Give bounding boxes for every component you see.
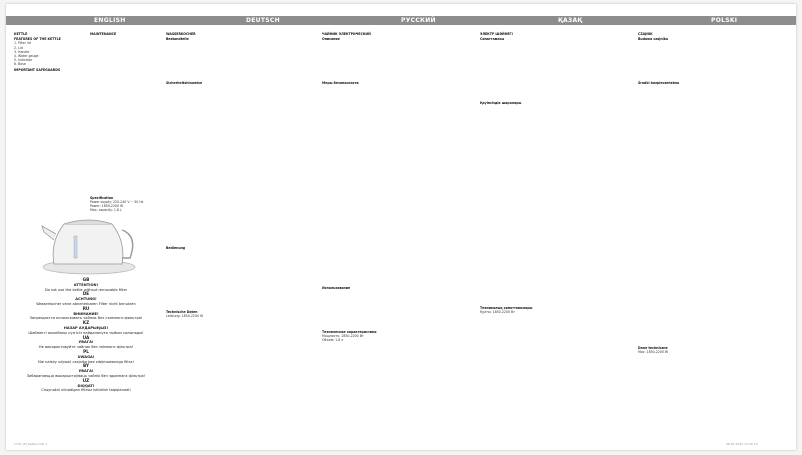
russian-use-heading: Использование: [322, 285, 351, 290]
deutsch-safety-heading: Sicherheitshinweise: [166, 81, 203, 86]
deutsch-title: WASSERKOCHER: [166, 31, 196, 36]
kazakh-title: ЭЛЕКТР ШӘЙНЕГІ: [480, 31, 513, 36]
kettle-body-shape: [53, 224, 123, 264]
feature-item: 4. Water gauge: [14, 54, 39, 59]
english-spec-heading: Specification: [90, 195, 114, 200]
english-title: KETTLE: [14, 31, 28, 36]
kettle-handle-shape: [122, 230, 133, 258]
language-header-bar: [6, 16, 796, 25]
header-english: ENGLISH: [94, 17, 126, 24]
polski-column: [638, 30, 788, 354]
russian-features-heading: Описание: [322, 37, 340, 42]
polski-spec-heading: Dane techniczne: [638, 345, 668, 350]
header-russian: РУССКИЙ: [401, 17, 436, 24]
kettle-spout-shape: [42, 226, 56, 240]
kettle-water-gauge-shape: [74, 236, 77, 258]
english-maintenance-heading: MAINTENANCE: [90, 31, 117, 36]
feature-item: 5. Indicator: [14, 58, 33, 63]
feature-item: 2. Lid: [14, 45, 23, 50]
warning-by: BY УВАГА! Забараняецца выкарыстоўваць чайнік без здымнага фільтра!: [26, 363, 146, 378]
warning-ua: UA УВАГА! Не використовуйте чайник без знімного фільтра!: [38, 334, 134, 350]
warning-kz: KZ НАЗАР АУДАРЫҢЫЗ! Шайнекті алынбалы сүзгісіз пайдалануға тыйым салынады!: [28, 320, 144, 335]
russian-safety-heading: Меры безопасности: [322, 81, 359, 86]
kazakh-spec-power: Қуаты: 1850-2200 Вт: [480, 309, 515, 314]
warning-uz: UZ DIQQAT! Choynakni olinadigan filtrsiz ishlatish taqiqlanadi!: [41, 377, 131, 393]
kazakh-column: [480, 30, 630, 314]
footer-file-name: 1797_IM_Kettle.indd 1: [14, 442, 48, 446]
header-deutsch: DEUTSCH: [246, 17, 280, 24]
polski-spec-power: Moc: 1850-2200 W: [638, 349, 669, 354]
english-column-1: [14, 30, 86, 72]
warning-de: DE ACHTUNG! Wasserkocher ohne abnehmbaren Filter nicht benutzen: [36, 291, 136, 306]
deutsch-use-heading: Bedienung: [166, 245, 186, 250]
kettle-illustration: [34, 212, 144, 276]
feature-item: 3. Handle: [14, 49, 30, 54]
deutsch-features-heading: Bestandteile: [166, 37, 189, 42]
russian-spec-power: Мощность: 1850-2200 Вт: [322, 334, 364, 339]
polski-features-heading: Budowa czajnika: [638, 37, 668, 42]
feature-item: 6. Base: [14, 62, 26, 67]
deutsch-spec-power: Leistung: 1850-2200 W: [166, 314, 204, 319]
spec-power-supply: Power supply: 220-240 V ~ 50 Hz: [90, 199, 144, 204]
russian-spec-heading: Технические характеристики: [322, 329, 377, 334]
header-kazakh: ҚАЗАҚ: [558, 17, 583, 24]
warning-ru: RU ВНИМАНИЕ! Запрещается использовать чайник без съемного фильтра!: [29, 305, 143, 321]
spec-capacity: Max. capacity: 1.8 L: [90, 208, 122, 213]
polski-safety-heading: Środki bezpieczeństwa: [638, 81, 680, 86]
deutsch-column: [166, 30, 316, 318]
kazakh-safety-heading: Қауіпсіздік шаралары: [480, 101, 522, 106]
header-polski: POLSKI: [711, 17, 738, 24]
feature-item: 1. Filter lid: [14, 41, 31, 46]
kazakh-spec-heading: Техникалық сипаттамалары: [480, 305, 533, 310]
spec-power: Power: 1850-2200 W: [90, 204, 124, 209]
russian-column: [322, 30, 472, 342]
kazakh-features-heading: Сипаттамасы: [480, 37, 505, 42]
english-safety-heading: IMPORTANT SAFEGUARDS: [14, 68, 61, 73]
footer-timestamp: 06.07.2015 13:45:10: [726, 442, 758, 446]
deutsch-spec-heading: Technische Daten: [166, 309, 198, 314]
warning-block: [16, 278, 156, 393]
kettle-lid-shape: [64, 220, 112, 224]
warning-pl: PL UWAGA! Nie należy używać czajnika bez zdejmowanego filtra!: [38, 348, 134, 364]
warning-gb: GB ATTENTION! Do not use the kettle without removable filter: [44, 277, 128, 292]
russian-title: ЧАЙНИК ЭЛЕКТРИЧЕСКИЙ: [322, 31, 371, 36]
english-features-heading: FEATURES OF THE KETTLE: [14, 37, 61, 42]
manual-page: [6, 4, 796, 450]
polski-title: CZAJNIK: [638, 31, 653, 36]
english-column-2: [90, 30, 160, 213]
russian-spec-capacity: Объем: 1,8 л: [322, 338, 344, 343]
